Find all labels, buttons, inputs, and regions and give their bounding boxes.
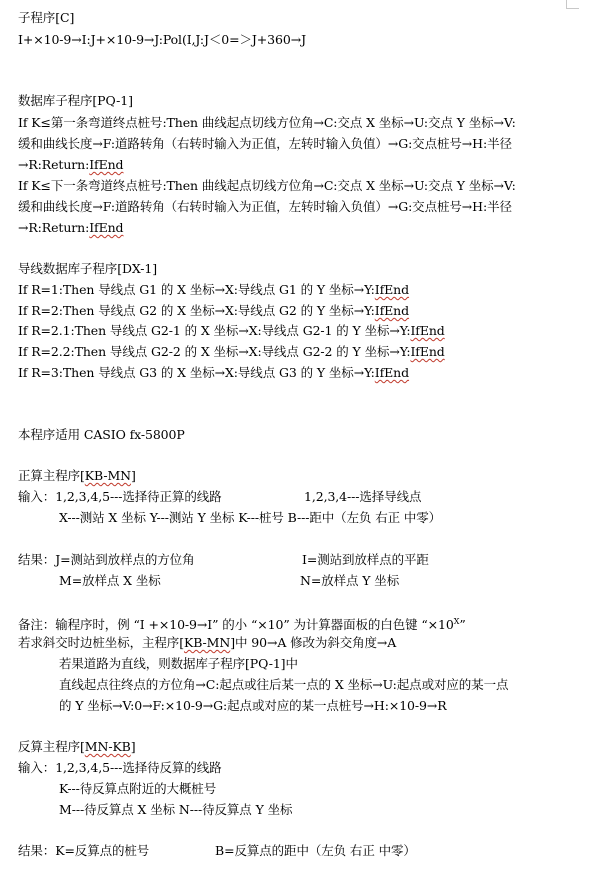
kb-result-distance: I=测站到放样点的平距 — [302, 552, 429, 567]
pq-line-6-ifend: IfEnd — [89, 220, 124, 235]
kb-result-line-2 — [59, 573, 400, 589]
dx-line-5-text: If R=3:Then 导线点 G3 的 X 坐标→X:导线点 G3 的 Y 坐标→Y: — [18, 365, 375, 380]
kb-input-line — [18, 489, 422, 505]
kb-input-routes: 输入：1,2,3,4,5---选择待正算的线路 — [18, 489, 222, 504]
mn-result-line — [18, 843, 416, 859]
note-line-1-text: 备注：输程序时，例 “I +×10-9→I” 的小 “×10” 为计算器面板的白色键 “×10 — [18, 617, 454, 633]
dx-line-4-text: If R=2.2:Then 导线点 G2-2 的 X 坐标→X:导线点 G2-2 的 Y 坐标→Y: — [18, 344, 411, 359]
section-title-mn — [18, 739, 136, 755]
kb-title-close: ] — [131, 468, 136, 483]
kb-result-line-1 — [18, 552, 429, 568]
note-line-1-superscript: X — [453, 617, 460, 626]
dx-line-2 — [18, 303, 409, 319]
note-line-4: 直线起点往终点的方位角→C:起点或往后某一点的 X 坐标→U:起点或对应的某一点 — [59, 677, 509, 692]
kb-result-x: M=放样点 X 坐标 — [59, 573, 161, 588]
pq-line-2: 缓和曲线长度→F:道路转角（右转时输入为正值，左转时输入负值）→G:交点桩号→H:半径 — [18, 136, 512, 151]
dx-line-5 — [18, 365, 409, 381]
mn-result-offset: B=反算点的距中（左负 右正 中零） — [215, 843, 416, 858]
dx-line-5-ifend: IfEnd — [374, 365, 410, 380]
note-line-2-text: 若求斜交时边桩坐标，主程序[ — [18, 635, 184, 650]
section-title-pq: 数据库子程序[PQ-1] — [18, 93, 133, 108]
mn-input-stake: K---待反算点附近的大概桩号 — [59, 781, 217, 796]
mn-input-line: 输入：1,2,3,4,5---选择待反算的线路 — [18, 760, 222, 775]
calculator-model-line: 本程序适用 CASIO fx-5800P — [18, 427, 185, 442]
mn-title-text: 反算主程序[ — [18, 739, 85, 754]
pq-line-4: If K≤下一条弯道终点桩号:Then 曲线起点切线方位角→C:交点 X 坐标→U:交点 Y 坐标→V: — [18, 178, 516, 193]
pq-line-6 — [18, 220, 123, 236]
kb-input-params: X---测站 X 坐标 Y---测站 Y 坐标 K---桩号 B---距中（左负 右正 中零） — [59, 510, 442, 525]
kb-result-azimuth: 结果：J=测站到放样点的方位角 — [18, 552, 195, 567]
kb-result-y: N=放样点 Y 坐标 — [300, 573, 400, 588]
pq-line-1: If K≤第一条弯道终点桩号:Then 曲线起点切线方位角→C:交点 X 坐标→U:交点 Y 坐标→V: — [18, 115, 516, 130]
dx-line-3-text: If R=2.1:Then 导线点 G2-1 的 X 坐标→X:导线点 G2-1 的 Y 坐标→Y: — [18, 323, 411, 338]
pq-line-3-ifend: IfEnd — [89, 157, 124, 172]
section-title-kb — [18, 468, 136, 484]
dx-line-4-ifend: IfEnd — [410, 344, 445, 359]
note-line-3: 若果道路为直线，则数据库子程序[PQ-1]中 — [59, 656, 298, 671]
page-margin-mark — [566, 0, 579, 9]
dx-line-3-ifend: IfEnd — [410, 323, 445, 338]
dx-line-3 — [18, 323, 445, 339]
note-line-1-close: ” — [459, 617, 466, 633]
mn-title-code: MN-KB — [84, 739, 131, 754]
sub-c-code-line: I+×10-9→I:J+×10-9→J:Pol(I,J:J＜0=＞J+360→J — [18, 32, 307, 47]
mn-title-close: ] — [130, 739, 136, 754]
note-line-2-rest: ]中 90→A 修改为斜交角度→A — [230, 635, 397, 650]
kb-title-text: 正算主程序[ — [18, 468, 85, 483]
note-line-1 — [18, 614, 466, 633]
dx-line-1-text: If R=1:Then 导线点 G1 的 X 坐标→X:导线点 G1 的 Y 坐标→Y: — [18, 282, 375, 297]
pq-line-6-text: →R:Return: — [18, 220, 90, 235]
kb-input-points: 1,2,3,4---选择导线点 — [304, 489, 422, 504]
pq-line-5: 缓和曲线长度→F:道路转角（右转时输入为正值，左转时输入负值）→G:交点桩号→H:半径 — [18, 199, 512, 214]
section-title-sub-c: 子程序[C] — [18, 10, 75, 25]
dx-line-1 — [18, 282, 409, 298]
mn-input-coords: M---待反算点 X 坐标 N---待反算点 Y 坐标 — [59, 802, 293, 817]
note-line-5: 的 Y 坐标→V:0→F:×10-9→G:起点或对应的某一点桩号→H:×10-9→R — [59, 698, 447, 713]
kb-title-code: KB-MN — [84, 468, 131, 483]
mn-result-stake: 结果：K=反算点的桩号 — [18, 843, 150, 858]
dx-line-2-ifend: IfEnd — [374, 303, 410, 318]
dx-line-1-ifend: IfEnd — [374, 282, 410, 297]
section-title-dx: 导线数据库子程序[DX-1] — [18, 261, 158, 276]
dx-line-4 — [18, 344, 445, 360]
note-line-2-code: KB-MN — [183, 635, 231, 650]
pq-line-3-text: →R:Return: — [18, 157, 90, 172]
pq-line-3 — [18, 157, 123, 173]
note-line-2 — [18, 635, 396, 651]
dx-line-2-text: If R=2:Then 导线点 G2 的 X 坐标→X:导线点 G2 的 Y 坐标→Y: — [18, 303, 375, 318]
